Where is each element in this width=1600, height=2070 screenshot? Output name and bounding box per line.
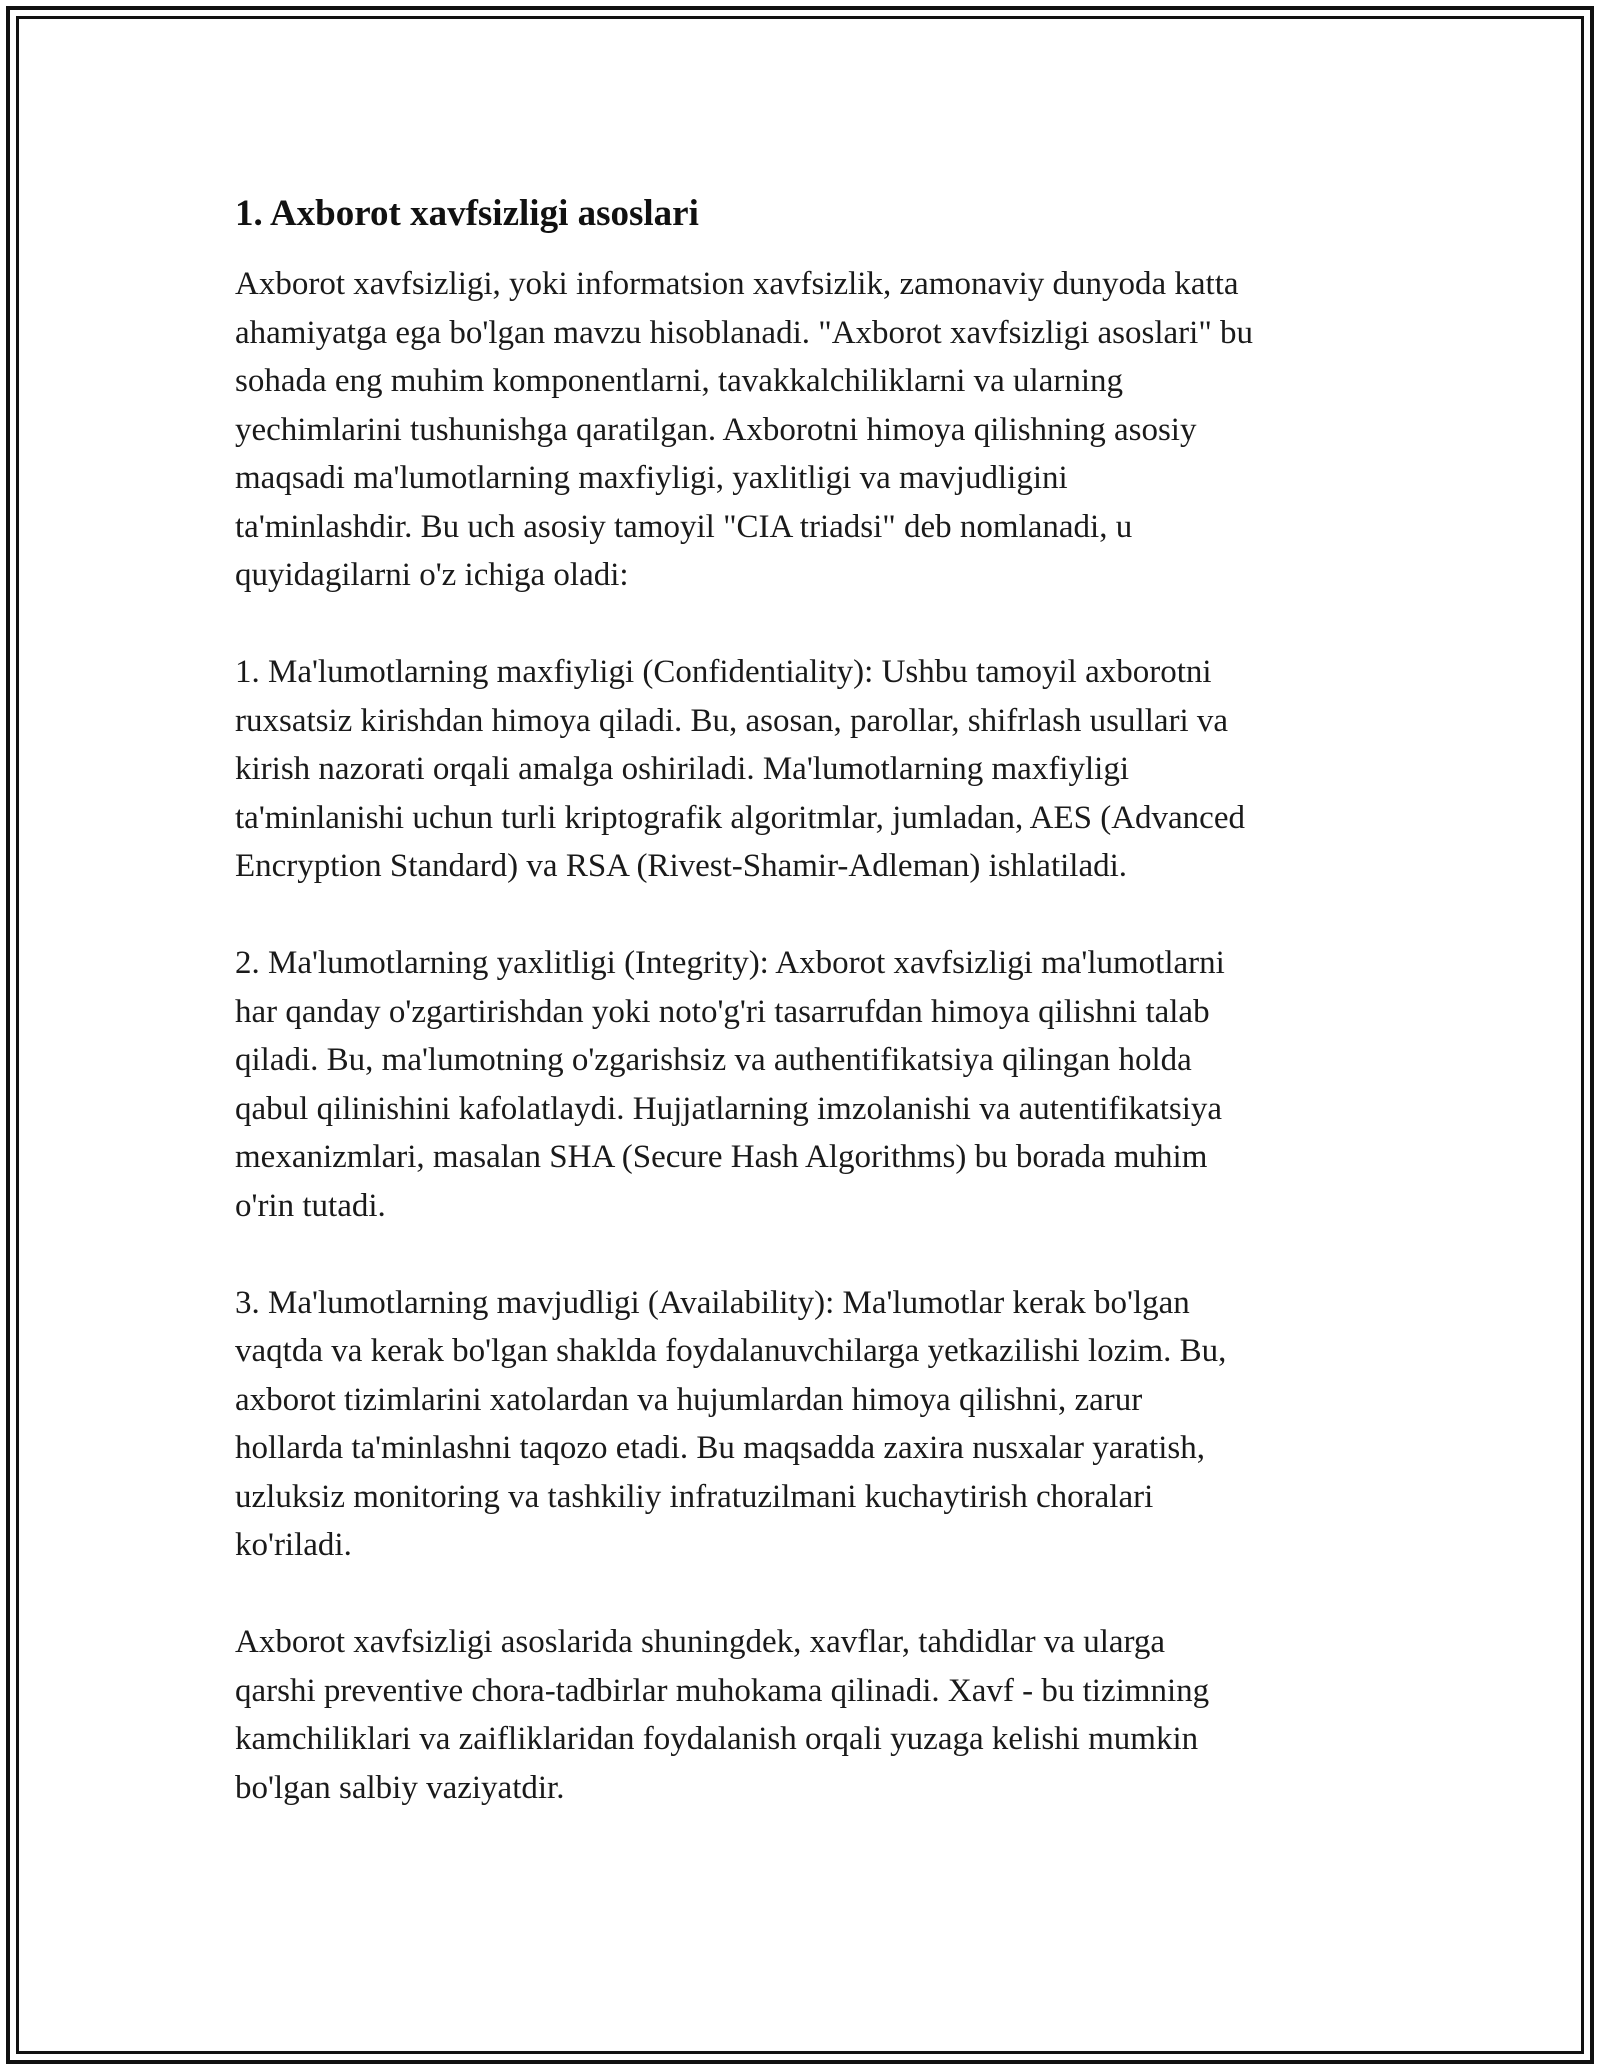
- threats-paragraph: Axborot xavfsizligi asoslarida shuningdek, xavflar, tahdidlar va ularga qarshi preventive chora-tadbirlar muhokama qilinadi. Xavf - bu tizimning kamchiliklari va zaifliklaridan foydalanish orqali yuzaga kelishi mumkin bo'lgan salbiy vaziyatdir.: [235, 1624, 1210, 1806]
- document-body: [235, 190, 1385, 1812]
- paragraph-spacer: [235, 891, 1385, 940]
- paragraph-spacer: [235, 1230, 1385, 1279]
- confidentiality-paragraph: 1. Ma'lumotlarning maxfiyligi (Confidentiality): Ushbu tamoyil axborotni ruxsatsiz kirishdan himoya qiladi. Bu, asosan, parollar, shifrlash usullari va kirish nazorati orqali amalga oshiriladi. Ma'lumotlarning maxfiyligi ta'minlanishi uchun turli kriptografik algoritmlar, jumladan, AES (Advanced Encryption Standard) va RSA (Rivest-Shamir-Adleman) ishlatiladi.: [235, 654, 1245, 884]
- paragraph-spacer: [235, 1570, 1385, 1619]
- integrity-paragraph: 2. Ma'lumotlarning yaxlitligi (Integrity): Axborot xavfsizligi ma'lumotlarni har qanday o'zgartirishdan yoki noto'g'ri tasarrufdan himoya qilishni talab qiladi. Bu, ma'lumotning o'zgarishsiz va authentifikatsiya qilingan holda qabul qilinishini kafolatlaydi. Hujjatlarning imzolanishi va autentifikatsiya mexanizmlari, masalan SHA (Secure Hash Algorithms) bu borada muhim o'rin tutadi.: [235, 945, 1225, 1224]
- intro-paragraph: Axborot xavfsizligi, yoki informatsion xavfsizlik, zamonaviy dunyoda katta ahamiyatga ega bo'lgan mavzu hisoblanadi. "Axborot xavfsizligi asoslari" bu sohada eng muhim komponentlarni, tavakkalchiliklarni va ularning yechimlarini tushunishga qaratilgan. Axborotni himoya qilishning asosiy maqsadi ma'lumotlarning maxfiyligi, yaxlitligi va mavjudligini ta'minlashdir. Bu uch asosiy tamoyil "CIA triadsi" deb nomlanadi, u quyidagilarni o'z ichiga oladi:: [235, 266, 1254, 593]
- availability-paragraph: 3. Ma'lumotlarning mavjudligi (Availability): Ma'lumotlar kerak bo'lgan vaqtda va kerak bo'lgan shaklda foydalanuvchilarga yetkazilishi lozim. Bu, axborot tizimlarini xatolardan va hujumlardan himoya qilishni, zarur hollarda ta'minlashni taqozo etadi. Bu maqsadda zaxira nusxalar yaratish, uzluksiz monitoring va tashkiliy infratuzilmani kuchaytirish choralari ko'riladi.: [235, 1284, 1227, 1563]
- document-title: 1. Axborot xavfsizligi asoslari: [235, 193, 699, 234]
- paragraph-spacer: [235, 600, 1385, 649]
